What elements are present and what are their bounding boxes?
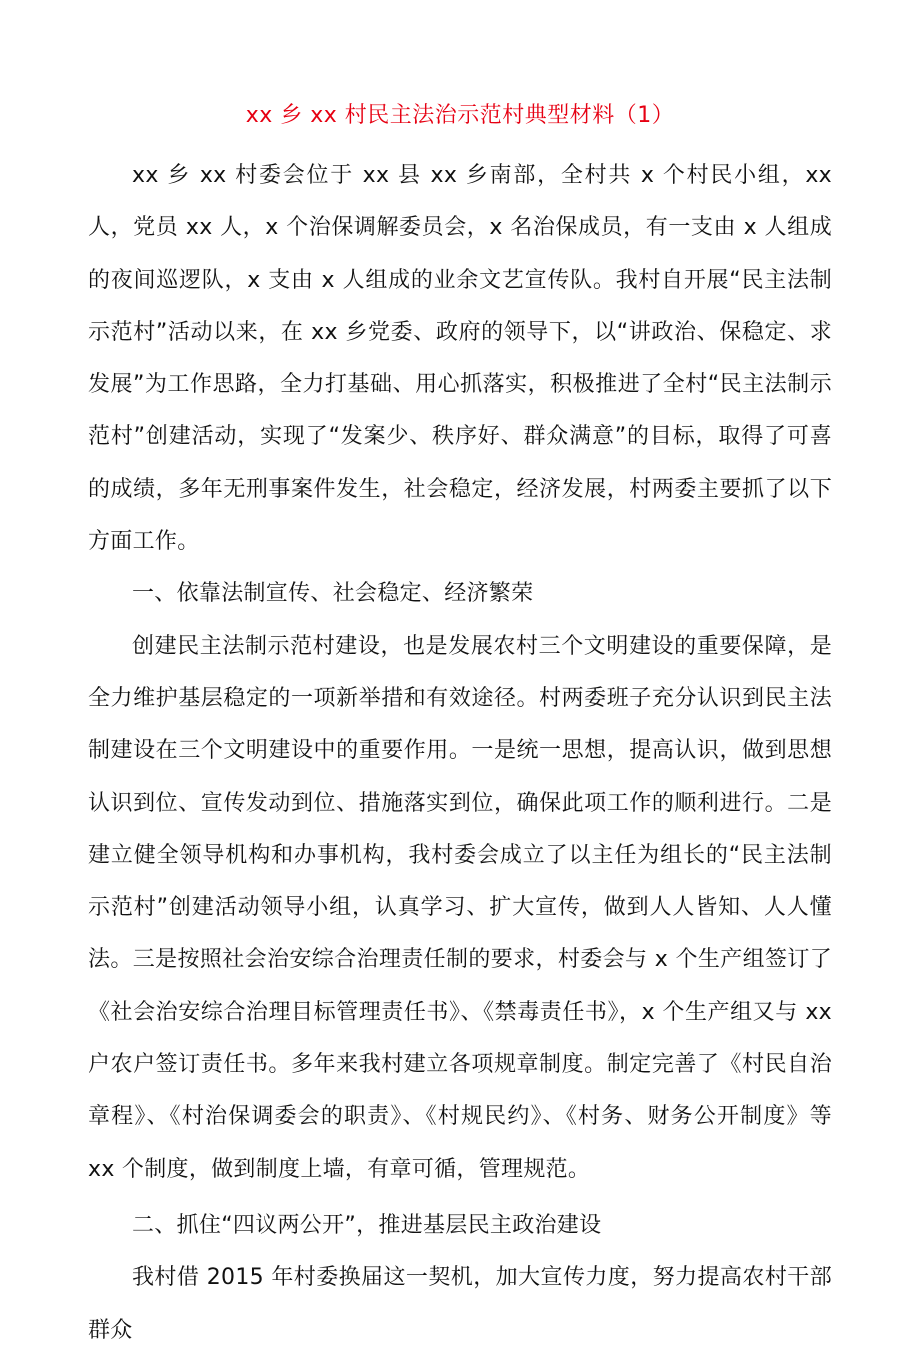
section-1-paragraph: 创建民主法制示范村建设，也是发展农村三个文明建设的重要保障，是全力维护基层稳定的一项新举措和有效途径。村两委班子充分认识到民主法制建设在三个文明建设中的重要作用。一是统一思想，提高认识，做到思想认识到位、宣传发动到位、措施落实到位，确保此项工作的顺利进行。二是建立健全领导机构和办事机构，我村委会成立了以主任为组长的“民主法制示范村”创建活动领导小组，认真学习、扩大宣传，做到人人皆知、人人懂法。三是按照社会治安综合治理责任制的要求，村委会与 x 个生产组签订了《社会治安综合治理目标管理责任书》、《禁毒责任书》，x 个生产组又与 xx 户农户签订责任书。多年来我村建立各项规章制度。制定完善了《村民自治章程》、《村治保调委会的职责》、《村规民约》、《村务、财务公开制度》等 xx 个制度，做到制度上墙，有章可循，管理规范。 <box>88 633 832 1182</box>
section-heading-1: 一、依靠法制宣传、社会稳定、经济繁荣 <box>132 581 534 607</box>
intro-paragraph: xx 乡 xx 村委会位于 xx 县 xx 乡南部，全村共 x 个村民小组，xx 人，党员 xx 人，x 个治保调解委员会，x 名治保成员，有一支由 x 人组成的夜间巡逻队，x 支由 x 人组成的业余文艺宣传队。我村自开展“民主法制示范村”活动以来，在 xx 乡党委、政府的领导下，以“讲政治、保稳定、求发展”为工作思路，全力打基础、用心抓落实，积极推进了全村“民主法制示范村”创建活动，实现了“发案少、秩序好、群众满意”的目标，取得了可喜的成绩，多年无刑事案件发生，社会稳定，经济发展，村两委主要抓了以下方面工作。 <box>88 163 832 555</box>
section-2-paragraph: 我村借 2015 年村委换届这一契机，加大宣传力度，努力提高农村干部群众 <box>88 1265 832 1343</box>
document-page <box>88 96 832 1357</box>
section-heading-2: 二、抓住“四议两公开”，推进基层民主政治建设 <box>132 1212 602 1238</box>
document-title: xx 乡 xx 村民主法治示范村典型材料（1） <box>245 103 675 128</box>
